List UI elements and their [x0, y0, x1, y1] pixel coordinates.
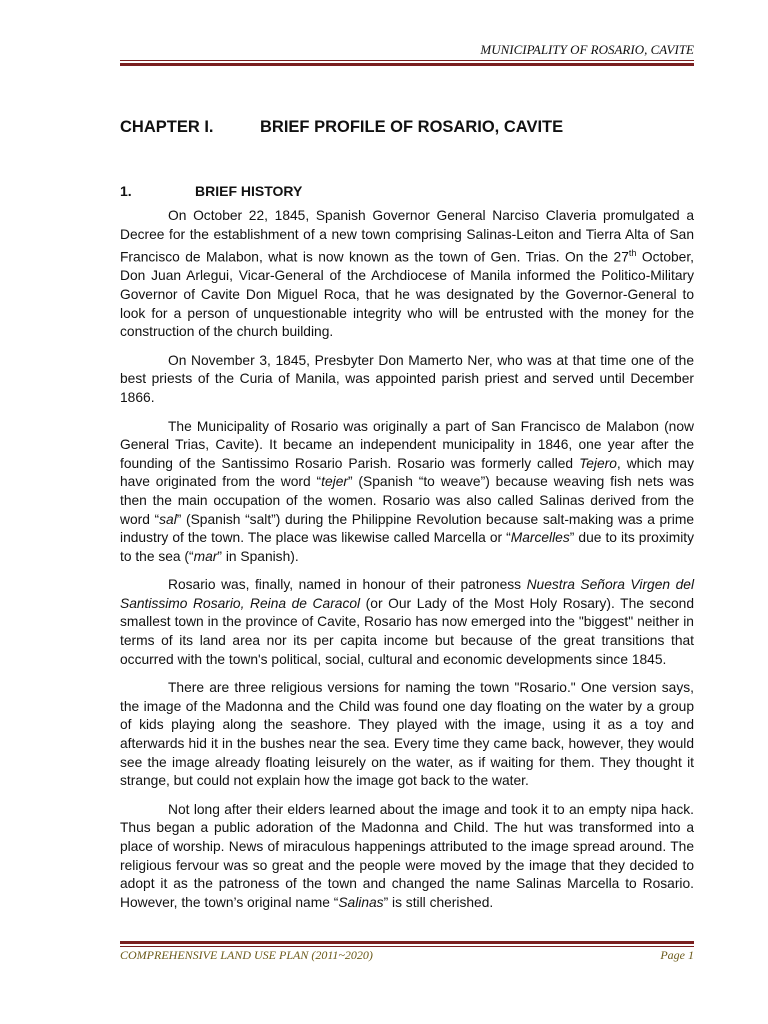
paragraph-3: The Municipality of Rosario was originally a part of San Francisco de Malabon (now General Trias, Cavite). It became an independent municipality in 1846, one year after the founding of the Santissimo Rosario Parish. Rosario was formerly called Tejero, which may have originated from the word “tejer” (Spanish “to weave”) because weaving fish nets was then the main occupation of the women. Rosario was also called Salinas derived from the word “sal” (Spanish “salt”) during the Philippine Revolution because salt-making was a prime industry of the town. The place was likewise called Marcella or “Marcelles” due to its proximity to the sea (“mar” in Spanish). — [120, 418, 695, 564]
paragraph-1: On October 22, 1845, Spanish Governor General Narciso Claveria promulgated a Decree for the establishment of a new town comprising Salinas-Leiton and Tierra Alta of San Francisco de Malabon, what is now known as the town of Gen. Trias. On the 27th October, Don Juan Arlegui, Vicar-General of the Archdiocese of Manila informed the Politico-Military Governor of Cavite Don Miguel Roca, that he was designated by the Governor-General to look for a person of unquestionable integrity who will be entrusted with the money for the construction of the church building. — [120, 208, 695, 340]
section-number: 1. — [120, 183, 132, 199]
chapter-heading — [120, 118, 694, 137]
chapter-title: BRIEF PROFILE OF ROSARIO, CAVITE — [260, 118, 564, 136]
document-body — [120, 118, 694, 922]
chapter-number: CHAPTER I. — [120, 118, 214, 136]
section-heading — [120, 183, 694, 199]
page-footer — [120, 948, 694, 963]
paragraph-4: Rosario was, finally, named in honour of their patroness Nuestra Señora Virgen del Santissimo Rosario, Reina de Caracol (or Our Lady of the Most Holy Rosary). The second smallest town in the province of Cavite, Rosario has now emerged into the "biggest" neither in terms of its land area nor its per capita income but because of the great transitions that occurred with the town's political, social, cultural and economic developments since 1845. — [120, 577, 695, 667]
section-title: BRIEF HISTORY — [195, 183, 303, 199]
page-number: Page 1 — [660, 948, 694, 962]
header-rule-thick — [120, 63, 694, 66]
footer-document-title: COMPREHENSIVE LAND USE PLAN (2011~2020) — [120, 948, 373, 962]
footer-rule-thick — [120, 941, 694, 944]
paragraph-6: Not long after their elders learned about the image and took it to an empty nipa hack. Thus began a public adoration of the Madonna and Child. The hut was transformed into a place of worship. News of miraculous happenings attributed to the image spread around. The religious fervour was so great and the people were moved by the image that they decided to adopt it as the patroness of the town and changed the name Salinas Marcella to Rosario. However, the town’s original name “Salinas” is still cherished. — [120, 801, 694, 910]
footer-rule-thin — [120, 946, 694, 947]
page-header: MUNICIPALITY OF ROSARIO, CAVITE — [480, 42, 694, 57]
paragraph-5: There are three religious versions for naming the town "Rosario." One version says, the image of the Madonna and the Child was found one day floating on the water by a group of kids playing along the seashore. They played with the image, using it as a toy and afterwards hid it in the bushes near the sea. Every time they came back, however, they would see the image already floating leisurely on the water, as if waiting for them. They thought it strange, but could not explain how the image got back to the water. — [120, 680, 694, 789]
header-rule-thin — [120, 60, 694, 61]
paragraph-2: On November 3, 1845, Presbyter Don Mamerto Ner, who was at that time one of the best priests of the Curia of Manila, was appointed parish priest and served until December 1866. — [120, 352, 694, 405]
